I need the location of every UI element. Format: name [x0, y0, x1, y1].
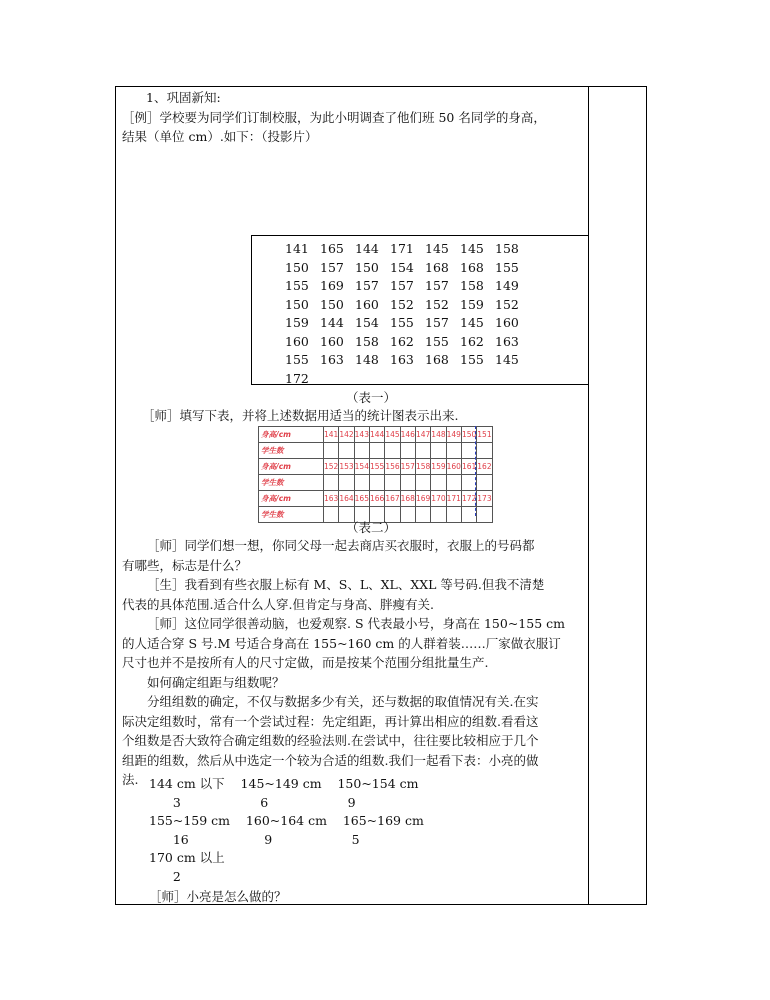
height-value: 145 [460, 241, 484, 256]
height-value: 152 [425, 296, 449, 312]
height-value: 155 [285, 352, 309, 367]
student-count-cell[interactable] [446, 443, 461, 459]
height-cell: 160 [446, 459, 461, 475]
student-count-cell[interactable] [431, 443, 446, 459]
xiaoliang-row-5: 170 cm 以上 [149, 850, 225, 865]
height-data-row [285, 277, 530, 296]
frequency-table [258, 426, 493, 523]
height-cell: 171 [446, 491, 461, 507]
height-value: 158 [355, 333, 379, 349]
xiaoliang-row-3: 155~159 cm 160~164 cm 165~169 cm [149, 813, 424, 828]
height-data-row [285, 351, 530, 370]
grouping-para-line-2: 际决定组数时，常有一个尝试过程：先定组距，再计算出相应的组数.看看这 [122, 713, 539, 729]
height-cell: 172 [461, 491, 476, 507]
xiaoliang-row-4: 16 9 5 [149, 831, 360, 847]
height-cell: 169 [415, 491, 430, 507]
height-cell: 144 [369, 427, 384, 443]
height-data-row [285, 333, 530, 352]
student-count-cell[interactable] [369, 475, 384, 491]
height-value: 159 [285, 315, 309, 330]
discussion-text [122, 536, 584, 790]
height-value: 157 [425, 278, 449, 293]
student-count-cell[interactable] [324, 443, 339, 459]
student-count-label: 学生数 [259, 475, 324, 491]
height-value: 145 [460, 315, 484, 330]
xiaoliang-row-2: 3 6 9 [149, 794, 356, 810]
teacher-question-line-2: 有哪些，标志是什么？ [122, 557, 248, 573]
height-header-row [259, 459, 493, 475]
caption-table-1: （表一） [346, 390, 397, 405]
height-value: 154 [355, 315, 379, 330]
teacher-explain-line-1: ［师］这位同学很善动脑，也爱观察. S 代表最小号，身高在 150~155 cm [147, 616, 565, 631]
height-value: 141 [285, 241, 309, 256]
teacher-question-line-1: ［师］同学们想一想，你同父母一起去商店买衣服时，衣服上的号码都 [147, 538, 535, 553]
height-cell: 166 [369, 491, 384, 507]
student-count-cell[interactable] [446, 507, 461, 523]
height-cell: 156 [385, 459, 400, 475]
height-cell: 173 [477, 491, 492, 507]
height-value: 172 [285, 370, 309, 386]
height-cell: 145 [385, 427, 400, 443]
height-value: 154 [390, 259, 414, 275]
section-title: 1、巩固新知: [146, 90, 221, 105]
student-answer-line-2: 代表的具体范围.适合什么人穿.但肯定与身高、胖瘦有关. [122, 596, 434, 612]
height-value: 150 [285, 259, 309, 275]
height-cell: 170 [431, 491, 446, 507]
height-value: 160 [495, 315, 519, 330]
height-cell: 147 [415, 427, 430, 443]
student-count-label: 学生数 [259, 507, 324, 523]
height-value: 155 [460, 352, 484, 367]
student-count-cell[interactable] [400, 443, 415, 459]
height-value: 169 [320, 278, 344, 293]
height-cell: 162 [477, 459, 492, 475]
xiaoliang-row-1: 144 cm 以下 145~149 cm 150~154 cm [149, 776, 419, 791]
height-value: 150 [285, 296, 309, 312]
height-value: 157 [390, 278, 414, 293]
height-value: 152 [390, 296, 414, 312]
lesson-table-notes-cell [588, 86, 647, 905]
student-count-cell[interactable] [324, 507, 339, 523]
height-value: 144 [320, 315, 344, 330]
height-label: 身高/cm [259, 427, 324, 443]
height-value: 157 [320, 259, 344, 275]
student-count-cell[interactable] [339, 475, 354, 491]
example-line-1: ［例］学校要为同学们订制校服，为此小明调查了他们班 50 名同学的身高， [122, 109, 546, 125]
height-cell: 150 [461, 427, 476, 443]
height-header-row [259, 427, 493, 443]
height-cell: 153 [339, 459, 354, 475]
height-label: 身高/cm [259, 491, 324, 507]
teacher-final-question: ［师］小亮是怎么做的？ [149, 889, 287, 904]
height-data-row [285, 370, 530, 389]
height-cell: 159 [431, 459, 446, 475]
height-value: 152 [495, 296, 519, 312]
student-count-cell[interactable] [477, 475, 492, 491]
student-count-cell[interactable] [415, 443, 430, 459]
height-value: 150 [355, 259, 379, 275]
table-edge-dashed [475, 426, 476, 516]
height-value: 157 [355, 278, 379, 293]
student-count-cell[interactable] [446, 475, 461, 491]
height-data-row [285, 296, 530, 315]
lesson-content [122, 88, 584, 147]
height-value: 165 [320, 241, 344, 256]
height-data-row [285, 240, 530, 259]
student-count-cell[interactable] [415, 475, 430, 491]
height-cell: 168 [400, 491, 415, 507]
height-value: 150 [320, 296, 344, 312]
student-answer-line-1: ［生］我看到有些衣服上标有 M、S、L、XL、XXL 等号码.但我不清楚 [147, 577, 545, 592]
teacher-explain-line-3: 尺寸也并不是按所有人的尺寸定做，而是按某个范围分组批量生产. [122, 655, 489, 670]
height-cell: 142 [339, 427, 354, 443]
student-count-cell[interactable] [324, 475, 339, 491]
height-value: 158 [460, 278, 484, 293]
xiaoliang-table [149, 775, 424, 886]
height-value: 155 [425, 333, 449, 349]
height-cell: 148 [431, 427, 446, 443]
teacher-fill-instruction: ［师］填写下表，并将上述数据用适当的统计图表示出来. [142, 408, 459, 423]
height-value: 163 [495, 333, 519, 349]
grouping-para-line-1: 分组组数的确定，不仅与数据多少有关，还与数据的取值情况有关.在实 [147, 694, 539, 709]
height-value: 145 [425, 241, 449, 256]
height-cell: 163 [324, 491, 339, 507]
height-value: 171 [390, 241, 414, 256]
student-count-cell[interactable] [415, 507, 430, 523]
height-label: 身高/cm [259, 459, 324, 475]
height-data-grid [285, 240, 530, 388]
height-cell: 158 [415, 459, 430, 475]
teacher-explain-line-2: 的人适合穿 S 号.M 号适合身高在 155~160 cm 的人群着装……厂家做衣服订 [122, 635, 561, 651]
height-cell: 167 [385, 491, 400, 507]
student-count-label: 学生数 [259, 443, 324, 459]
height-cell: 154 [354, 459, 369, 475]
height-value: 163 [320, 352, 344, 367]
height-value: 159 [460, 296, 484, 312]
height-cell: 164 [339, 491, 354, 507]
height-value: 160 [355, 296, 379, 312]
student-count-row [259, 475, 493, 491]
student-count-cell[interactable] [400, 507, 415, 523]
height-value: 168 [460, 259, 484, 275]
student-count-cell[interactable] [431, 475, 446, 491]
height-value: 168 [425, 259, 449, 275]
height-cell: 149 [446, 427, 461, 443]
xiaoliang-row-6: 2 [149, 868, 181, 884]
height-value: 148 [355, 352, 379, 367]
student-count-row [259, 443, 493, 459]
height-value: 162 [390, 333, 414, 349]
height-value: 155 [285, 278, 309, 293]
student-count-cell[interactable] [354, 443, 369, 459]
height-data-row [285, 259, 530, 278]
height-cell: 155 [369, 459, 384, 475]
student-count-cell[interactable] [339, 443, 354, 459]
grouping-para-line-4: 组距的组数，然后从中选定一个较为合适的组数.我们一起看下表：小亮的做 [122, 752, 539, 768]
student-count-cell[interactable] [354, 475, 369, 491]
height-value: 158 [495, 241, 519, 256]
height-value: 155 [390, 315, 414, 330]
student-count-cell[interactable] [431, 507, 446, 523]
height-value: 162 [460, 333, 484, 349]
height-value: 163 [390, 352, 414, 367]
height-value: 160 [285, 333, 309, 349]
height-value: 160 [320, 333, 344, 349]
student-count-cell[interactable] [400, 475, 415, 491]
height-cell: 146 [400, 427, 415, 443]
student-count-cell[interactable] [385, 443, 400, 459]
height-value: 155 [495, 259, 519, 275]
height-header-row [259, 491, 493, 507]
student-count-cell[interactable] [369, 443, 384, 459]
height-cell: 152 [324, 459, 339, 475]
student-count-cell[interactable] [477, 507, 492, 523]
grouping-para-line-3: 个组数是否大致符合确定组数的经验法则.在尝试中，往往要比较相应于几个 [122, 733, 539, 748]
question-group-distance: 如何确定组距与组数呢？ [147, 674, 285, 690]
example-line-2: 结果（单位 cm）.如下：（投影片） [122, 129, 318, 144]
height-cell: 157 [400, 459, 415, 475]
height-cell: 151 [477, 427, 492, 443]
caption-table-2: （表二） [346, 520, 397, 535]
height-cell: 143 [354, 427, 369, 443]
height-cell: 165 [354, 491, 369, 507]
height-value: 145 [495, 352, 519, 367]
height-value: 168 [425, 352, 449, 367]
height-value: 144 [355, 241, 379, 256]
height-cell: 161 [461, 459, 476, 475]
height-cell: 141 [324, 427, 339, 443]
student-count-cell[interactable] [385, 475, 400, 491]
grouping-para-line-5: 法. [122, 772, 139, 787]
height-value: 157 [425, 315, 449, 330]
height-data-row [285, 314, 530, 333]
height-value: 149 [495, 278, 519, 293]
student-count-cell[interactable] [477, 443, 492, 459]
